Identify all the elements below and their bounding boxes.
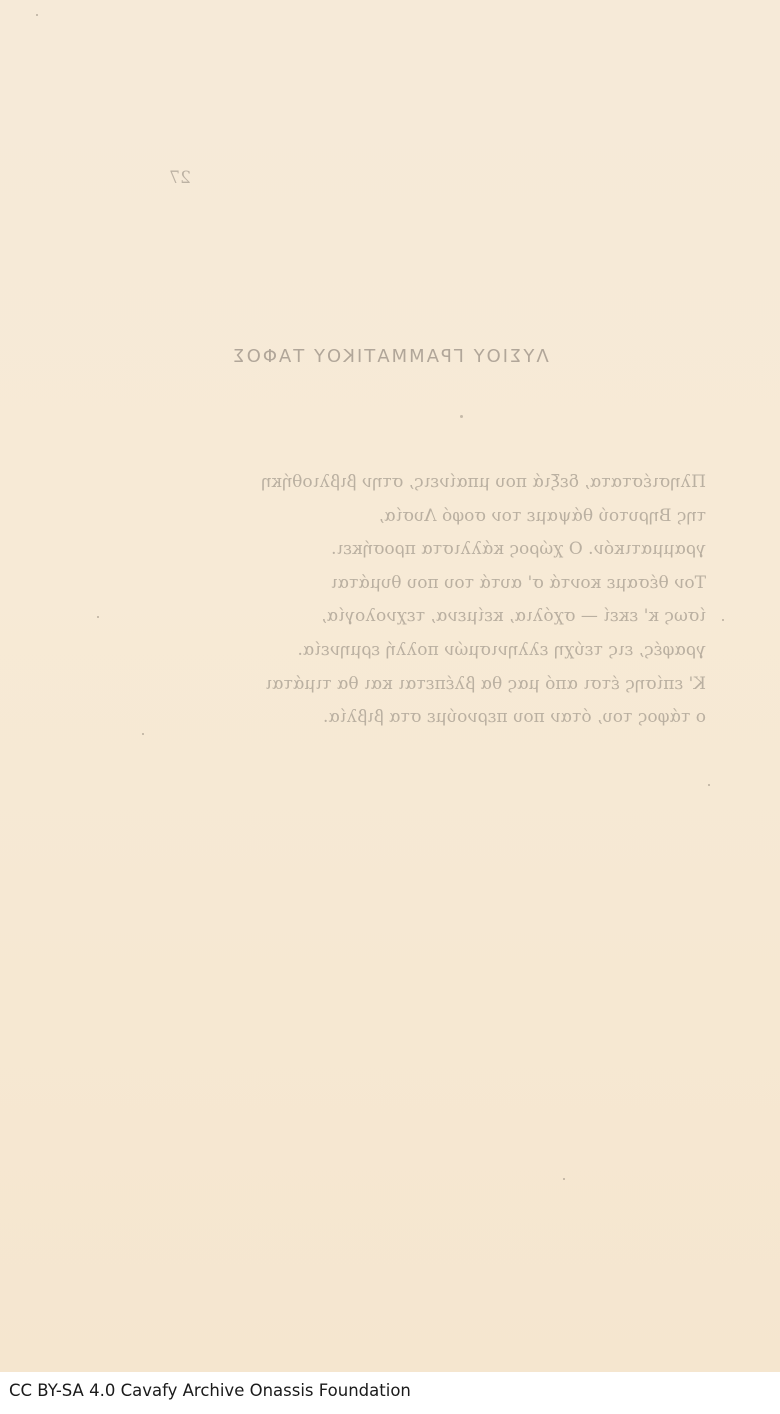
license-caption: CC BY-SA 4.0 Cavafy Archive Onassis Foundation — [9, 1381, 411, 1400]
paper-speck — [722, 619, 724, 621]
poem-line: Κ' επίσης έτσι από μας θα βλέπεται και θα τιμάται — [265, 673, 706, 694]
paper-speck — [97, 616, 99, 618]
poem-line: γραφές, εις τεύχη ελληνισμών πολλή ερμηνεία. — [297, 639, 706, 660]
poem-line: Πλησιέστατα, δεξιά που μπαίνεις, στην βιβλιοθήκη — [261, 472, 706, 492]
poem-title: ΛΥΣΙΟΥ ΓΡΑΜΜΑΤΙΚΟΥ ΤΑΦΟΣ — [231, 346, 549, 367]
poem-line: γραμματικόν. Ο χώρος κάλλιστα προσήκει. — [331, 539, 706, 560]
title-ornament — [460, 415, 463, 418]
poem-body — [146, 466, 706, 735]
poem-line: ο τάφος του, όταν που περνούμε στα βιβλία. — [322, 707, 706, 728]
paper-speck — [142, 733, 144, 735]
page-number: 27 — [169, 168, 191, 188]
poem-line: ίσως κ' εκεί — σχόλια, κείμενα, τεχνολογία, — [321, 606, 706, 627]
paper-speck — [708, 784, 710, 786]
paper-speck — [36, 14, 38, 16]
poem-line: Τον θέσαμε κοντά σ' αυτά του που θυμάται — [330, 572, 706, 593]
poem-line: της Βηρυτού θάψαμε τον σοφό Λυσία, — [378, 505, 706, 526]
paper-speck — [563, 1178, 565, 1180]
